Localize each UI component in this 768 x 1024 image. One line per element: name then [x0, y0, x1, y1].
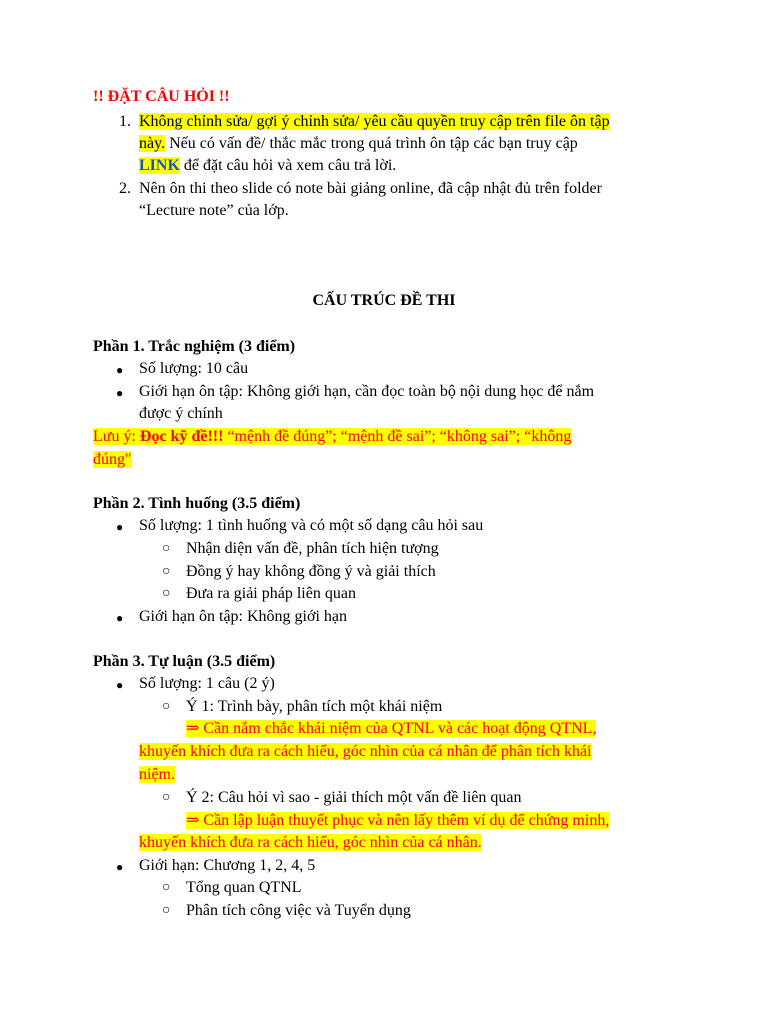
part3-idea-2-note-line-1 [186, 811, 609, 831]
note-text: ⇒ Cần nắm chắc khái niệm của QTNL và các hoạt động QTNL, [186, 720, 597, 737]
circle-bullet-icon: ○ [162, 564, 171, 579]
note-text: khuyến khích đưa ra cách hiểu, góc nhìn của cá nhân để phân tích khái [139, 743, 592, 760]
section-title: CẤU TRÚC ĐỀ THI [312, 292, 456, 309]
highlighted-text: này. [139, 135, 166, 152]
note-text: đúng" [93, 451, 132, 468]
list-item-text: Nếu có vấn đề/ thắc mắc trong quá trình ôn tập các bạn truy cập [165, 135, 578, 152]
part2-question-type: Đưa ra giải pháp liên quan [186, 585, 356, 602]
part3-idea-1-note-line-1 [186, 719, 596, 739]
bullet-icon: ● [116, 363, 124, 377]
part1-title: Phần 1. Trắc nghiệm (3 điểm) [93, 338, 296, 355]
part3-idea-1-note-line-3 [139, 765, 175, 785]
list-item-2-line-1: Nên ôn thi theo slide có note bài giảng online, đã cập nhật đủ trên folder [139, 180, 602, 197]
part3-idea-1-note-line-2 [139, 742, 592, 762]
circle-bullet-icon: ○ [162, 541, 171, 556]
bullet-icon: ● [116, 611, 124, 625]
part3-idea-2-note-line-2 [139, 833, 482, 853]
bullet-icon: ● [116, 386, 124, 400]
circle-bullet-icon: ○ [162, 790, 171, 805]
part1-scope-line-1: Giới hạn ôn tập: Không giới hạn, cần đọc toàn bộ nội dung học để nắm [139, 383, 595, 400]
note-prefix: Lưu ý: [93, 428, 140, 445]
part1-scope-line-2: được ý chính [139, 405, 223, 422]
highlighted-text: Không chỉnh sửa/ gợi ý chỉnh sửa/ yêu cầu quyền truy cập trên file ôn tập [139, 113, 610, 130]
chapter-item: Phân tích công việc và Tuyển dụng [186, 902, 411, 919]
note-text: ⇒ Cần lập luận thuyết phục và nên lấy thêm ví dụ để chứng minh, [186, 812, 610, 829]
header-title: !! ĐẶT CÂU HỎI !! [93, 88, 230, 105]
part1-note-line-2 [93, 450, 132, 470]
list-number: 2. [119, 180, 131, 197]
circle-bullet-icon: ○ [162, 903, 171, 918]
circle-bullet-icon: ○ [162, 586, 171, 601]
part2-question-type: Đồng ý hay không đồng ý và giải thích [186, 563, 436, 580]
part3-count: Số lượng: 1 câu (2 ý) [139, 675, 275, 692]
note-text: niệm. [139, 766, 175, 783]
list-item-2-line-2: “Lecture note” của lớp. [139, 202, 289, 219]
part1-note-line-1 [93, 427, 571, 447]
part2-title: Phần 2. Tình huống (3.5 điểm) [93, 495, 301, 512]
part2-count: Số lượng: 1 tình huống và có một số dạng câu hỏi sau [139, 517, 484, 534]
bullet-icon: ● [116, 678, 124, 692]
part2-question-type: Nhận diện vấn đề, phân tích hiện tượng [186, 540, 439, 557]
part3-title: Phần 3. Tự luận (3.5 điểm) [93, 653, 276, 670]
circle-bullet-icon: ○ [162, 699, 171, 714]
part1-count: Số lượng: 10 câu [139, 360, 249, 377]
chapter-item: Tổng quan QTNL [186, 879, 302, 896]
bullet-icon: ● [116, 520, 124, 534]
part3-idea-2: Ý 2: Câu hỏi vì sao - giải thích một vấn đề liên quan [186, 789, 522, 806]
list-item-text: để đặt câu hỏi và xem câu trả lời. [179, 157, 397, 174]
question-link[interactable]: LINK [139, 157, 180, 174]
part2-scope: Giới hạn ôn tập: Không giới hạn [139, 608, 348, 625]
note-text: “mệnh đề đúng”; “mệnh đề sai”; “không sai”; “không [223, 428, 572, 445]
circle-bullet-icon: ○ [162, 880, 171, 895]
list-item-1-line-2 [139, 134, 578, 154]
note-emphasis: Đọc kỹ đề!!! [139, 428, 224, 445]
list-item-1-line-3 [139, 156, 396, 176]
list-item-1-line-1 [139, 112, 610, 132]
bullet-icon: ● [116, 860, 124, 874]
part3-scope: Giới hạn: Chương 1, 2, 4, 5 [139, 857, 316, 874]
part3-idea-1: Ý 1: Trình bày, phân tích một khái niệm [186, 698, 443, 715]
list-number: 1. [119, 113, 131, 130]
note-text: khuyến khích đưa ra cách hiểu, góc nhìn của cá nhân. [139, 834, 482, 851]
